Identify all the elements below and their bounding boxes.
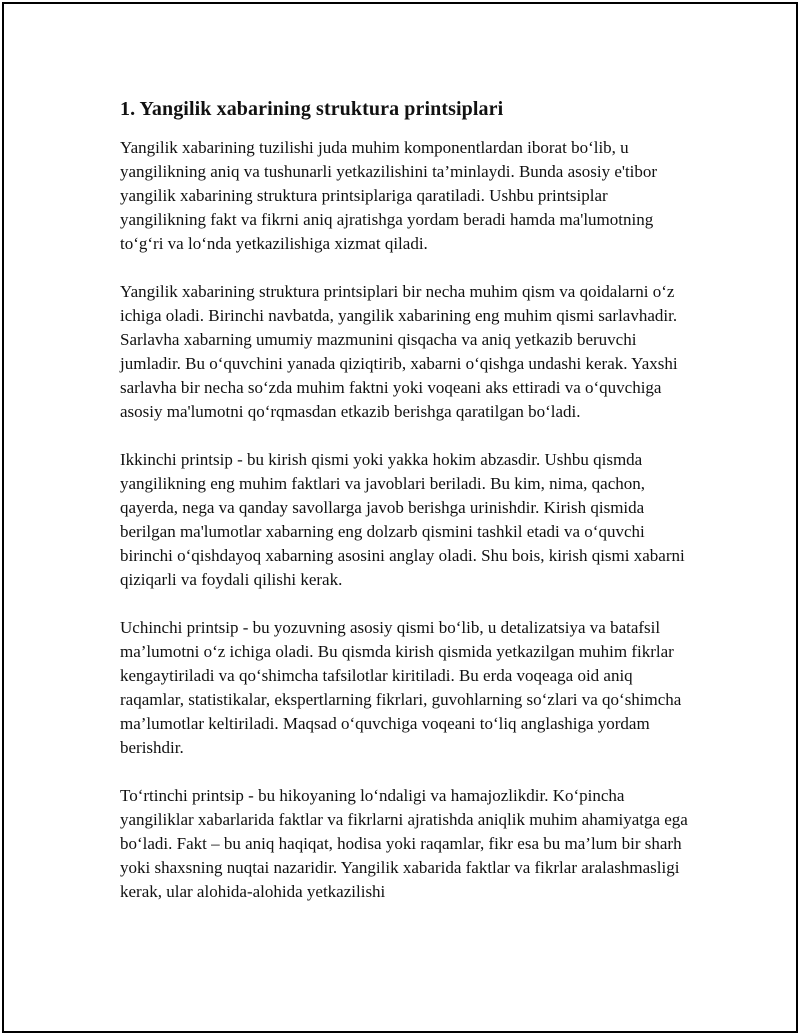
section-heading: 1. Yangilik xabarining struktura printsiplari (120, 98, 504, 120)
paragraph-1: Yangilik xabarining tuzilishi juda muhim komponentlardan iborat bo‘lib, u yangilikning aniq va tushunarli yetkazilishini ta’minlaydi. Bunda asosiy e'tibor yangilik xabarining struktura printsiplariga qaratiladi. Ushbu printsiplar yangilikning fakt va fikrni aniq ajratishga yordam beradi hamda ma'lumotning to‘g‘ri va lo‘nda yetkazilishiga xizmat qiladi. (120, 138, 658, 253)
paragraph-4: Uchinchi printsip - bu yozuvning asosiy qismi bo‘lib, u detalizatsiya va batafsil ma’lumotni o‘z ichiga oladi. Bu qismda kirish qismida yetkazilgan muhim fikrlar kengaytiriladi va qo‘shimcha tafsilotlar kiritiladi. Bu erda voqeaga oid aniq raqamlar, statistikalar, ekspertlarning fikrlari, guvohlarning so‘zlari va qo‘shimcha ma’lumotlar keltiriladi. Maqsad o‘quvchiga voqeani to‘liq anglashiga yordam berishdir. (120, 618, 682, 757)
paragraph-2: Yangilik xabarining struktura printsiplari bir necha muhim qism va qoidalarni o‘z ichiga oladi. Birinchi navbatda, yangilik xabarining eng muhim qismi sarlavhadir. Sarlavha xabarning umumiy mazmunini qisqacha va aniq yetkazib beruvchi jumladir. Bu o‘quvchini yanada qiziqtirib, xabarni o‘qishga undashi kerak. Yaxshi sarlavha bir necha so‘zda muhim faktni yoki voqeani aks ettiradi va o‘quvchiga asosiy ma'lumotni qo‘rqmasdan etkazib berishga qaratilgan bo‘ladi. (120, 282, 678, 421)
paragraph-3: Ikkinchi printsip - bu kirish qismi yoki yakka hokim abzasdir. Ushbu qismda yangilikning eng muhim faktlari va javoblari beriladi. Bu kim, nima, qachon, qayerda, nega va qanday savollarga javob berishga urinishdir. Kirish qismida berilgan ma'lumotlar xabarning eng dolzarb qismini tashkil etadi va o‘quvchi birinchi o‘qishdayoq xabarning asosini anglay oladi. Shu bois, kirish qismi xabarni qiziqarli va foydali qilishi kerak. (120, 450, 685, 589)
document-page (2, 2, 798, 1033)
paragraph-5: To‘rtinchi printsip - bu hikoyaning lo‘ndaligi va hamajozlikdir. Ko‘pincha yangiliklar xabarlarida faktlar va fikrlarni ajratishda aniqlik muhim ahamiyatga ega bo‘ladi. Fakt – bu aniq haqiqat, hodisa yoki raqamlar, fikr esa bu ma’lum bir sharh yoki shaxsning nuqtai nazaridir. Yangilik xabarida faktlar va fikrlar aralashmasligi kerak, ular alohida-alohida yetkazilishi (120, 786, 688, 901)
document-body (120, 96, 696, 928)
